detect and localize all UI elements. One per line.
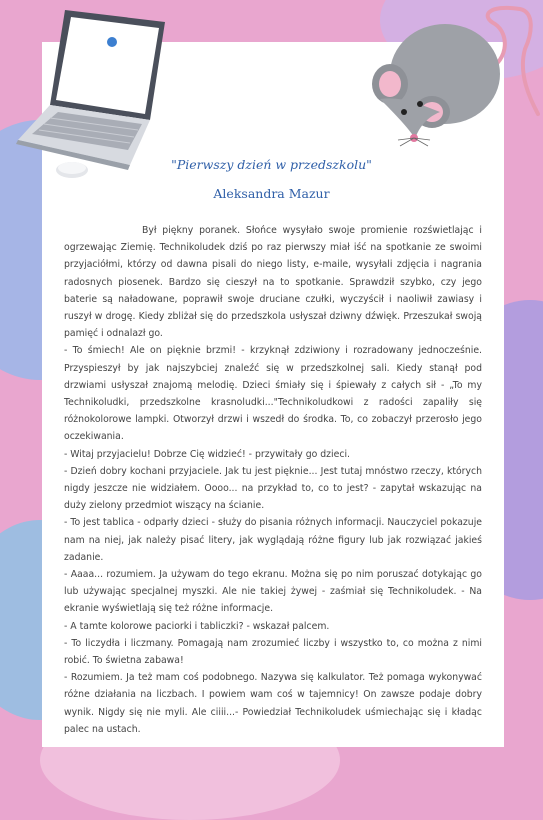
story-paragraph: - Aaaa... rozumiem. Ja używam do tego ekranu. Można się po nim poruszać dotykając go lub używając specjalnej myszki. Ale nie takiej żywej - zaśmiał się Technikoludek. - Na ekranie wyświetlają się też różne informacje. [64, 569, 482, 615]
story-title: "Pierwszy dzień w przedszkolu" [171, 157, 372, 172]
story-paragraph: - To jest tablica - odparły dzieci - służy do pisania różnych informacji. Nauczyciel pokazuje nam na niej, jak należy pisać litery, jak wyglądają różne figury lub jak rozwiązać jakieś zadanie. [64, 517, 482, 563]
story-paragraph: - To śmiech! Ale on pięknie brzmi! - krzyknął zdziwiony i rozradowany jednocześnie. Przyspieszył by jak najszybciej znaleźć się w przedszkolnej sali. Kiedy stanął pod drzwiami usłyszał znajomą melodię. Dzieci śmiały się i śpiewały z całych sił - „To my Technikoludki, przedszkolne krasnoludki..."Technikoludkowi z radości zapaliły się różnokolorowe lampki. Otworzył drzwi i wszedł do środka. To, co zobaczył przerosło jego oczekiwania. [64, 345, 482, 443]
story-paragraph: - Rozumiem. Ja też mam coś podobnego. Nazywa się kalkulator. Też pomaga wykonywać różne działania na liczbach. I powiem wam coś w tajemnicy! On zawsze podaje dobry wynik. Nigdy się nie myli. Ale ciiii...- Powiedział Technikoludek uśmiechając się i kładąc palec na ustach. [64, 672, 482, 735]
story-paragraph: - To liczydła i liczmany. Pomagają nam zrozumieć liczby i wszystko to, co można z nimi robić. To świetna zabawa! [64, 637, 482, 667]
story-paragraph: Był piękny poranek. Słońce wysyłało swoje promienie rozświetlając i ogrzewając Ziemię. Technikoludek dziś po raz pierwszy miał iść na spotkanie ze swoimi przyjaciółmi, którzy od dawna pisali do niego listy, e-maile, wysyłali zdjęcia i nagrania radosnych piosenek. Bardzo się cieszył na to spotkanie. Sprawdził szybko, czy jego baterie są naładowane, poprawił swoje druciane czułki, wyczyścił i naoliwił zawiasy i ruszył w drogę. Kiedy zbliżał się do przedszkola usłyszał dziwny dźwięk. Przeszukał swoją pamięć i odnalazł go. [64, 225, 482, 340]
mouse-illustration [360, 4, 540, 154]
story-body [64, 222, 482, 738]
story-author: Aleksandra Mazur [213, 186, 330, 201]
story-paragraph: - Witaj przyjacielu! Dobrze Cię widzieć! - przywitały go dzieci. [64, 448, 350, 460]
story-paragraph: - Dzień dobry kochani przyjaciele. Jak tu jest pięknie... Jest tutaj mnóstwo rzeczy, których nigdy jeszcze nie widziałem. Oooo... na przykład to, co to jest? - zapytał wskazując na duży zielony przedmiot wiszący na ścianie. [64, 465, 482, 512]
story-paragraph: - A tamte kolorowe paciorki i tabliczki? - wskazał palcem. [64, 620, 330, 632]
